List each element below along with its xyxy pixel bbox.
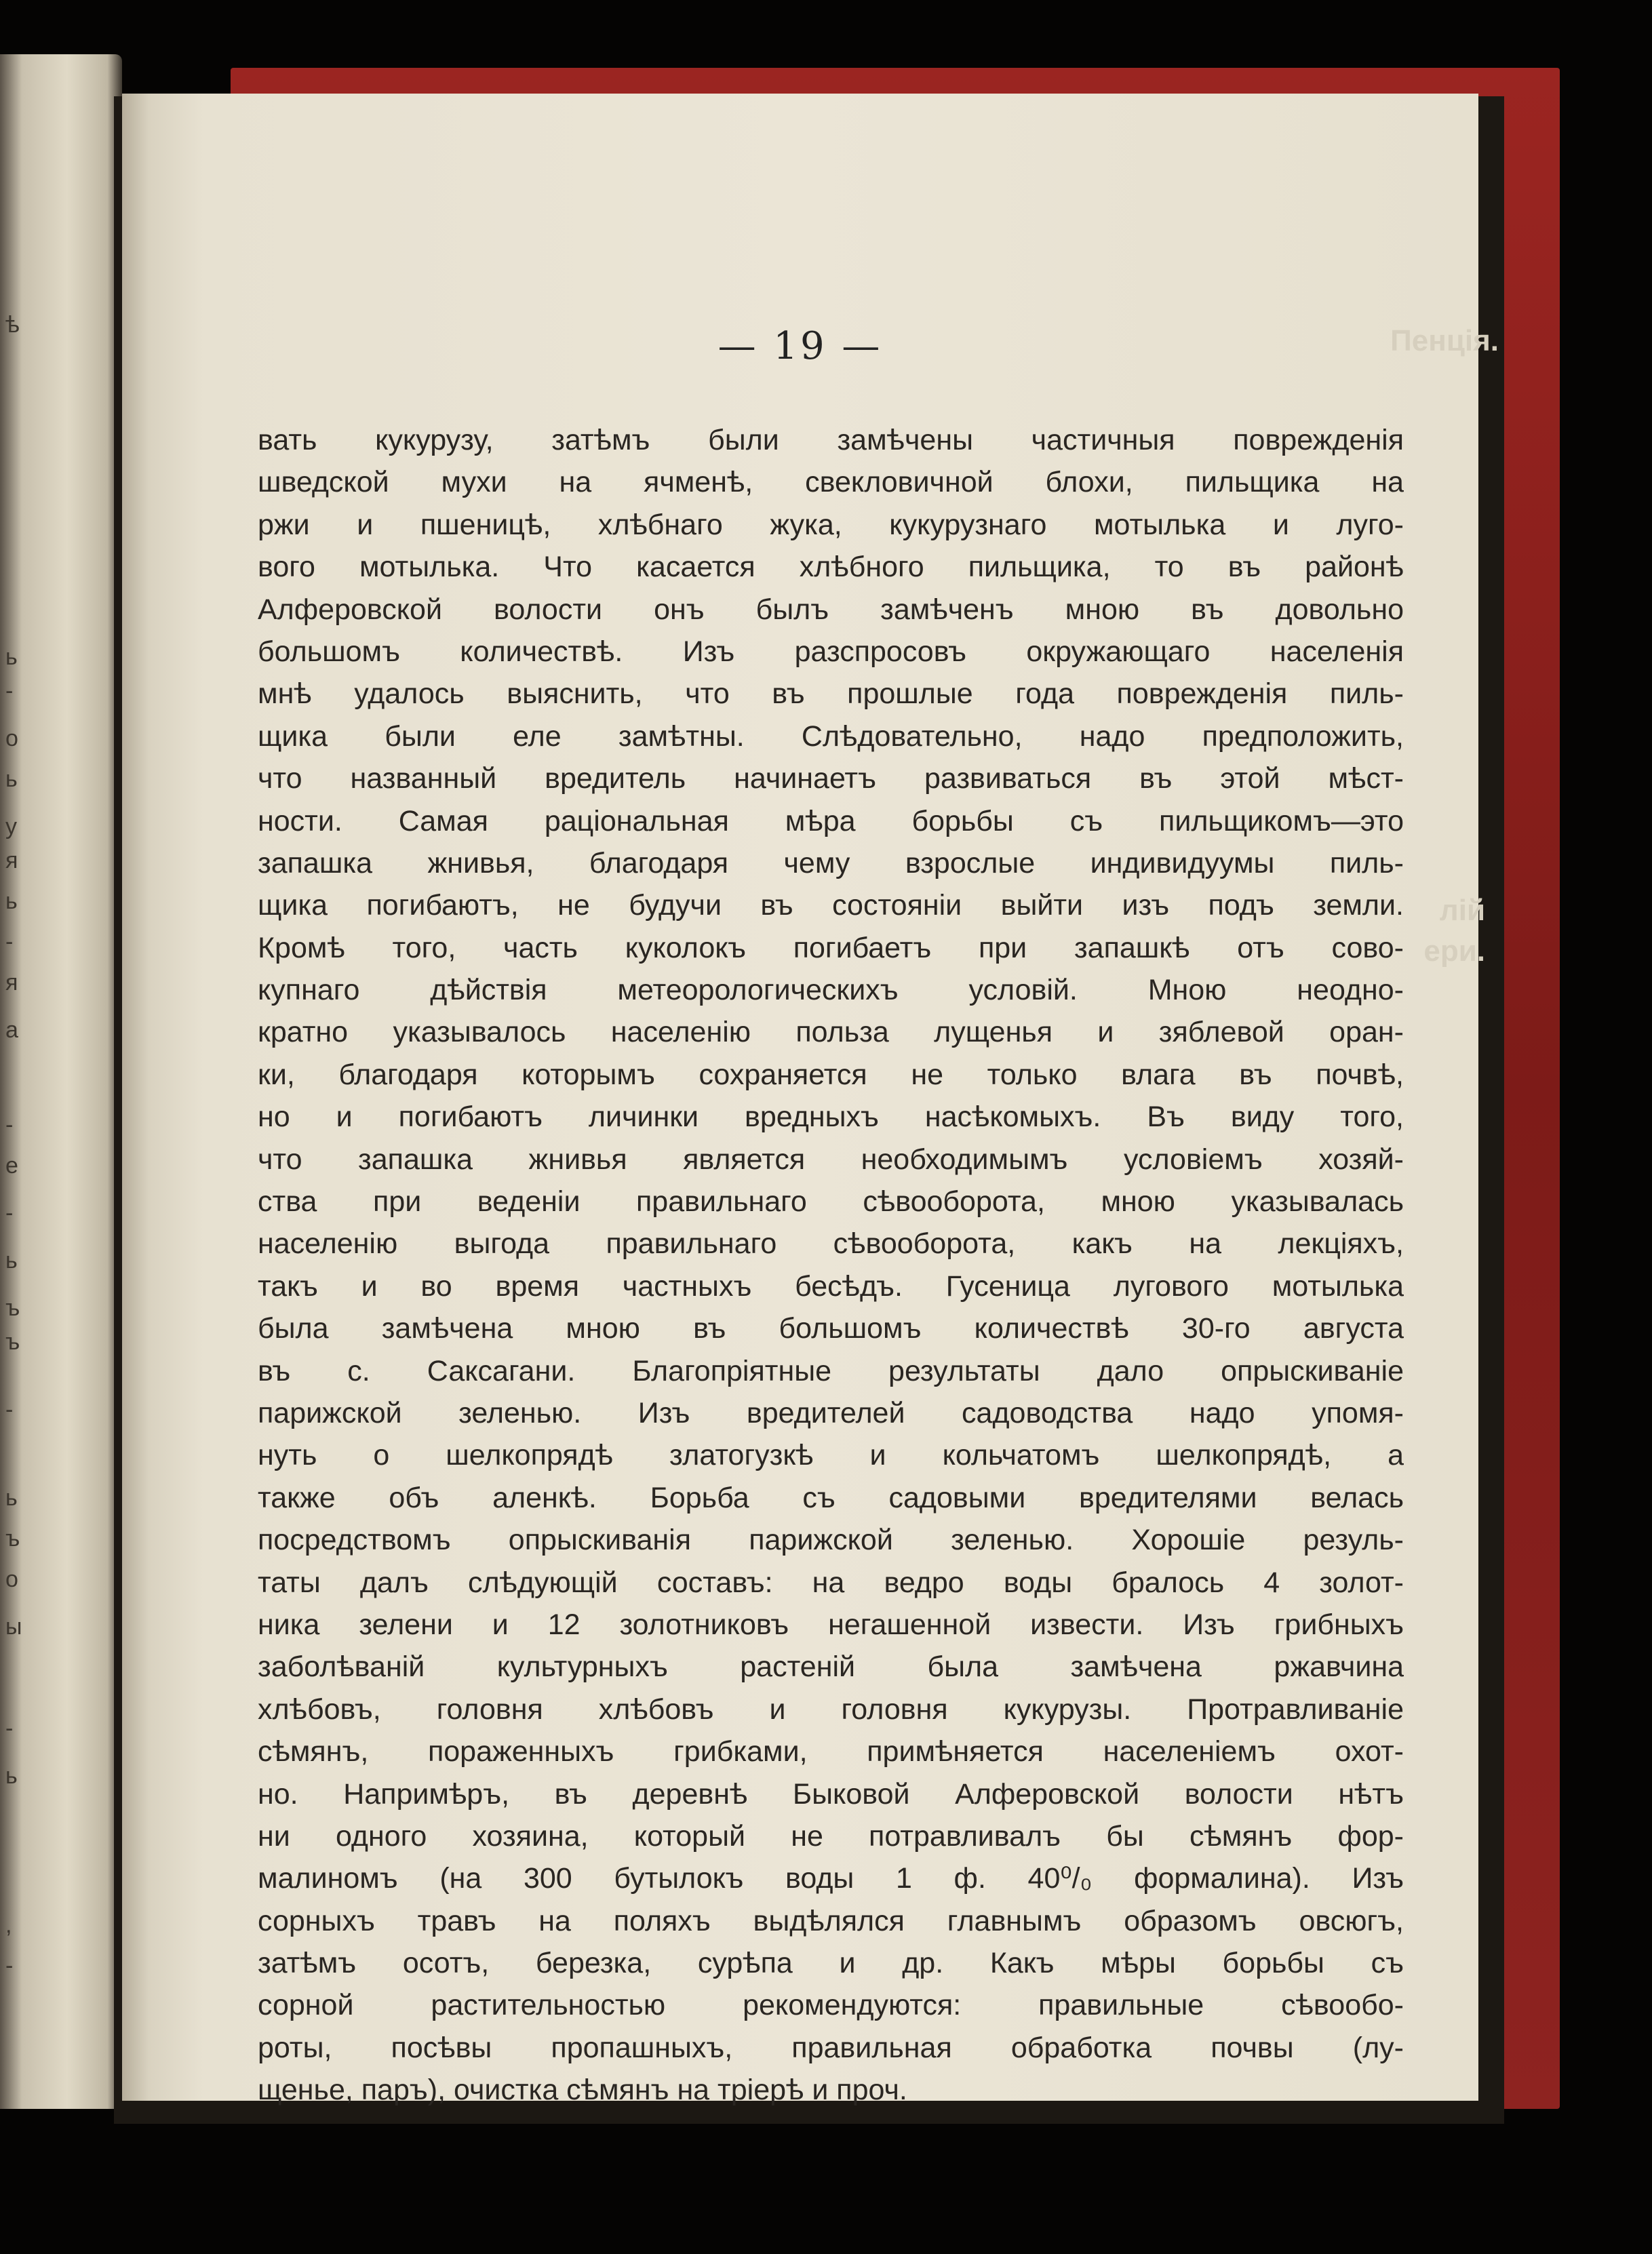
bleed-through-text: Пенція. xyxy=(1390,324,1499,357)
text-line: въ с. Саксагани. Благопріятные результаты дало опрыскиваніе xyxy=(258,1354,1404,1387)
text-line: запашка жнивья, благодаря чему взрослые индивидуумы пиль- xyxy=(258,846,1404,879)
text-line: но. Напримѣръ, въ деревнѣ Быковой Алферовской волости нѣтъ xyxy=(258,1777,1404,1811)
edge-character: ь xyxy=(5,1248,18,1273)
text-line: также объ аленкѣ. Борьба съ садовыми вредителями велась xyxy=(258,1481,1404,1514)
text-line: населенію выгода правильнаго сѣвооборота, какъ на лекціяхъ, xyxy=(258,1227,1404,1261)
text-line: таты далъ слѣдующій составъ: на ведро воды бралось 4 золот- xyxy=(258,1566,1404,1599)
edge-character: а xyxy=(5,1017,18,1043)
text-line: была замѣчена мною въ большомъ количествѣ 30-го августа xyxy=(258,1312,1404,1345)
edge-character: ъ xyxy=(5,1295,20,1321)
edge-character: ь xyxy=(5,766,18,792)
text-line: малиномъ (на 300 бутылокъ воды 1 ф. 40⁰/₀ формалина). Изъ xyxy=(258,1862,1404,1895)
text-line: Кромѣ того, часть куколокъ погибаетъ при запашкѣ отъ сово- xyxy=(258,931,1404,964)
text-line: что названный вредитель начинаетъ развиваться въ этой мѣст- xyxy=(258,762,1404,795)
text-line: посредствомъ опрыскиванія парижской зеленью. Хорошіе резуль- xyxy=(258,1524,1404,1557)
text-line: ки, благодаря которымъ сохраняется не только влага въ почвѣ, xyxy=(258,1058,1404,1091)
edge-character: ь xyxy=(5,888,18,914)
bleed-through-text: ери. xyxy=(1423,934,1485,968)
text-line: нуть о шелкопрядѣ златогузкѣ и кольчатомъ шелкопрядѣ, а xyxy=(258,1439,1404,1472)
text-line: парижской зеленью. Изъ вредителей садоводства надо упомя- xyxy=(258,1396,1404,1429)
text-line: сорныхъ травъ на поляхъ выдѣлялся главнымъ образомъ овсюгъ, xyxy=(258,1904,1404,1937)
text-line: ржи и пшеницѣ, хлѣбнаго жука, кукурузнаго мотылька и луго- xyxy=(258,508,1404,541)
text-line: но и погибаютъ личинки вредныхъ насѣкомыхъ. Въ виду того, xyxy=(258,1101,1404,1134)
text-line: ни одного хозяина, который не потравливалъ бы сѣмянъ фор- xyxy=(258,1819,1404,1853)
previous-page-edge xyxy=(0,54,122,2109)
edge-character: я xyxy=(5,970,18,995)
text-line: кратно указывалось населенію польза лущенья и зяблевой оран- xyxy=(258,1016,1404,1049)
edge-character: - xyxy=(5,1200,14,1226)
text-line: купнаго дѣйствія метеорологическихъ условій. Мною неодно- xyxy=(258,974,1404,1007)
text-line: хлѣбовъ, головня хлѣбовъ и головня кукурузы. Протравливаніе xyxy=(258,1693,1404,1726)
text-line: щика погибаютъ, не будучи въ состояніи выйти изъ подъ земли. xyxy=(258,889,1404,922)
text-line: заболѣваній культурныхъ растеній была замѣчена ржавчина xyxy=(258,1650,1404,1684)
edge-character: - xyxy=(5,678,14,704)
book-page xyxy=(122,94,1499,2107)
text-line: Алферовской волости онъ былъ замѣченъ мною въ довольно xyxy=(258,593,1404,626)
text-line: мнѣ удалось выяснить, что въ прошлые года поврежденія пиль- xyxy=(258,677,1404,711)
edge-character: о xyxy=(5,1566,18,1592)
edge-character: - xyxy=(5,1716,14,1741)
edge-character: ь xyxy=(5,644,18,670)
text-line: роты, посѣвы пропашныхъ, правильная обработка почвы (лу- xyxy=(258,2031,1404,2064)
text-line: затѣмъ осотъ, березка, сурѣпа и др. Какъ мѣры борьбы съ xyxy=(258,1947,1404,1980)
edge-character: , xyxy=(5,1912,12,1938)
edge-character: - xyxy=(5,1953,14,1979)
text-line: большомъ количествѣ. Изъ разспросовъ окружающаго населенія xyxy=(258,635,1404,668)
edge-character: - xyxy=(5,929,14,955)
edge-character: ъ xyxy=(5,1526,20,1551)
edge-character: ь xyxy=(5,1485,18,1511)
edge-character: - xyxy=(5,1397,14,1423)
text-line: вого мотылька. Что касается хлѣбного пильщика, то въ районѣ xyxy=(258,551,1404,584)
edge-character: у xyxy=(5,814,17,839)
edge-character: е xyxy=(5,1153,18,1179)
edge-character: о xyxy=(5,726,18,751)
text-line: сорной растительностью рекомендуются: правильные сѣвообо- xyxy=(258,1989,1404,2022)
text-line: сѣмянъ, пораженныхъ грибками, примѣняется населеніемъ охот- xyxy=(258,1735,1404,1768)
bleed-through-text: лій xyxy=(1439,894,1485,927)
edge-character: ы xyxy=(5,1614,22,1640)
edge-character: ъ xyxy=(5,1329,20,1355)
edge-character: ь xyxy=(5,1763,18,1789)
text-line: ства при веденіи правильнаго сѣвооборота, мною указывалась xyxy=(258,1185,1404,1219)
text-line: щенье, паръ), очистка сѣмянъ на тріерѣ и проч. xyxy=(258,2074,907,2107)
text-line: ника зелени и 12 золотниковъ негашенной извести. Изъ грибныхъ xyxy=(258,1608,1404,1641)
text-line: щика были еле замѣтны. Слѣдовательно, надо предположить, xyxy=(258,719,1404,753)
text-line: вать кукурузу, затѣмъ были замѣчены частичныя поврежденія xyxy=(258,424,1404,456)
page-number: — 19 — xyxy=(717,324,883,368)
body-text xyxy=(258,419,1404,2112)
edge-character: я xyxy=(5,848,18,873)
edge-character: ѣ xyxy=(5,312,20,338)
text-line: ности. Самая раціональная мѣра борьбы съ пильщикомъ—это xyxy=(258,804,1404,837)
text-line: что запашка жнивья является необходимымъ условіемъ хозяй- xyxy=(258,1143,1404,1176)
edge-character: - xyxy=(5,1112,14,1138)
text-line: такъ и во время частныхъ бесѣдъ. Гусеница лугового мотылька xyxy=(258,1269,1404,1303)
text-line: шведской мухи на ячменѣ, свекловичной блохи, пильщика на xyxy=(258,466,1404,499)
